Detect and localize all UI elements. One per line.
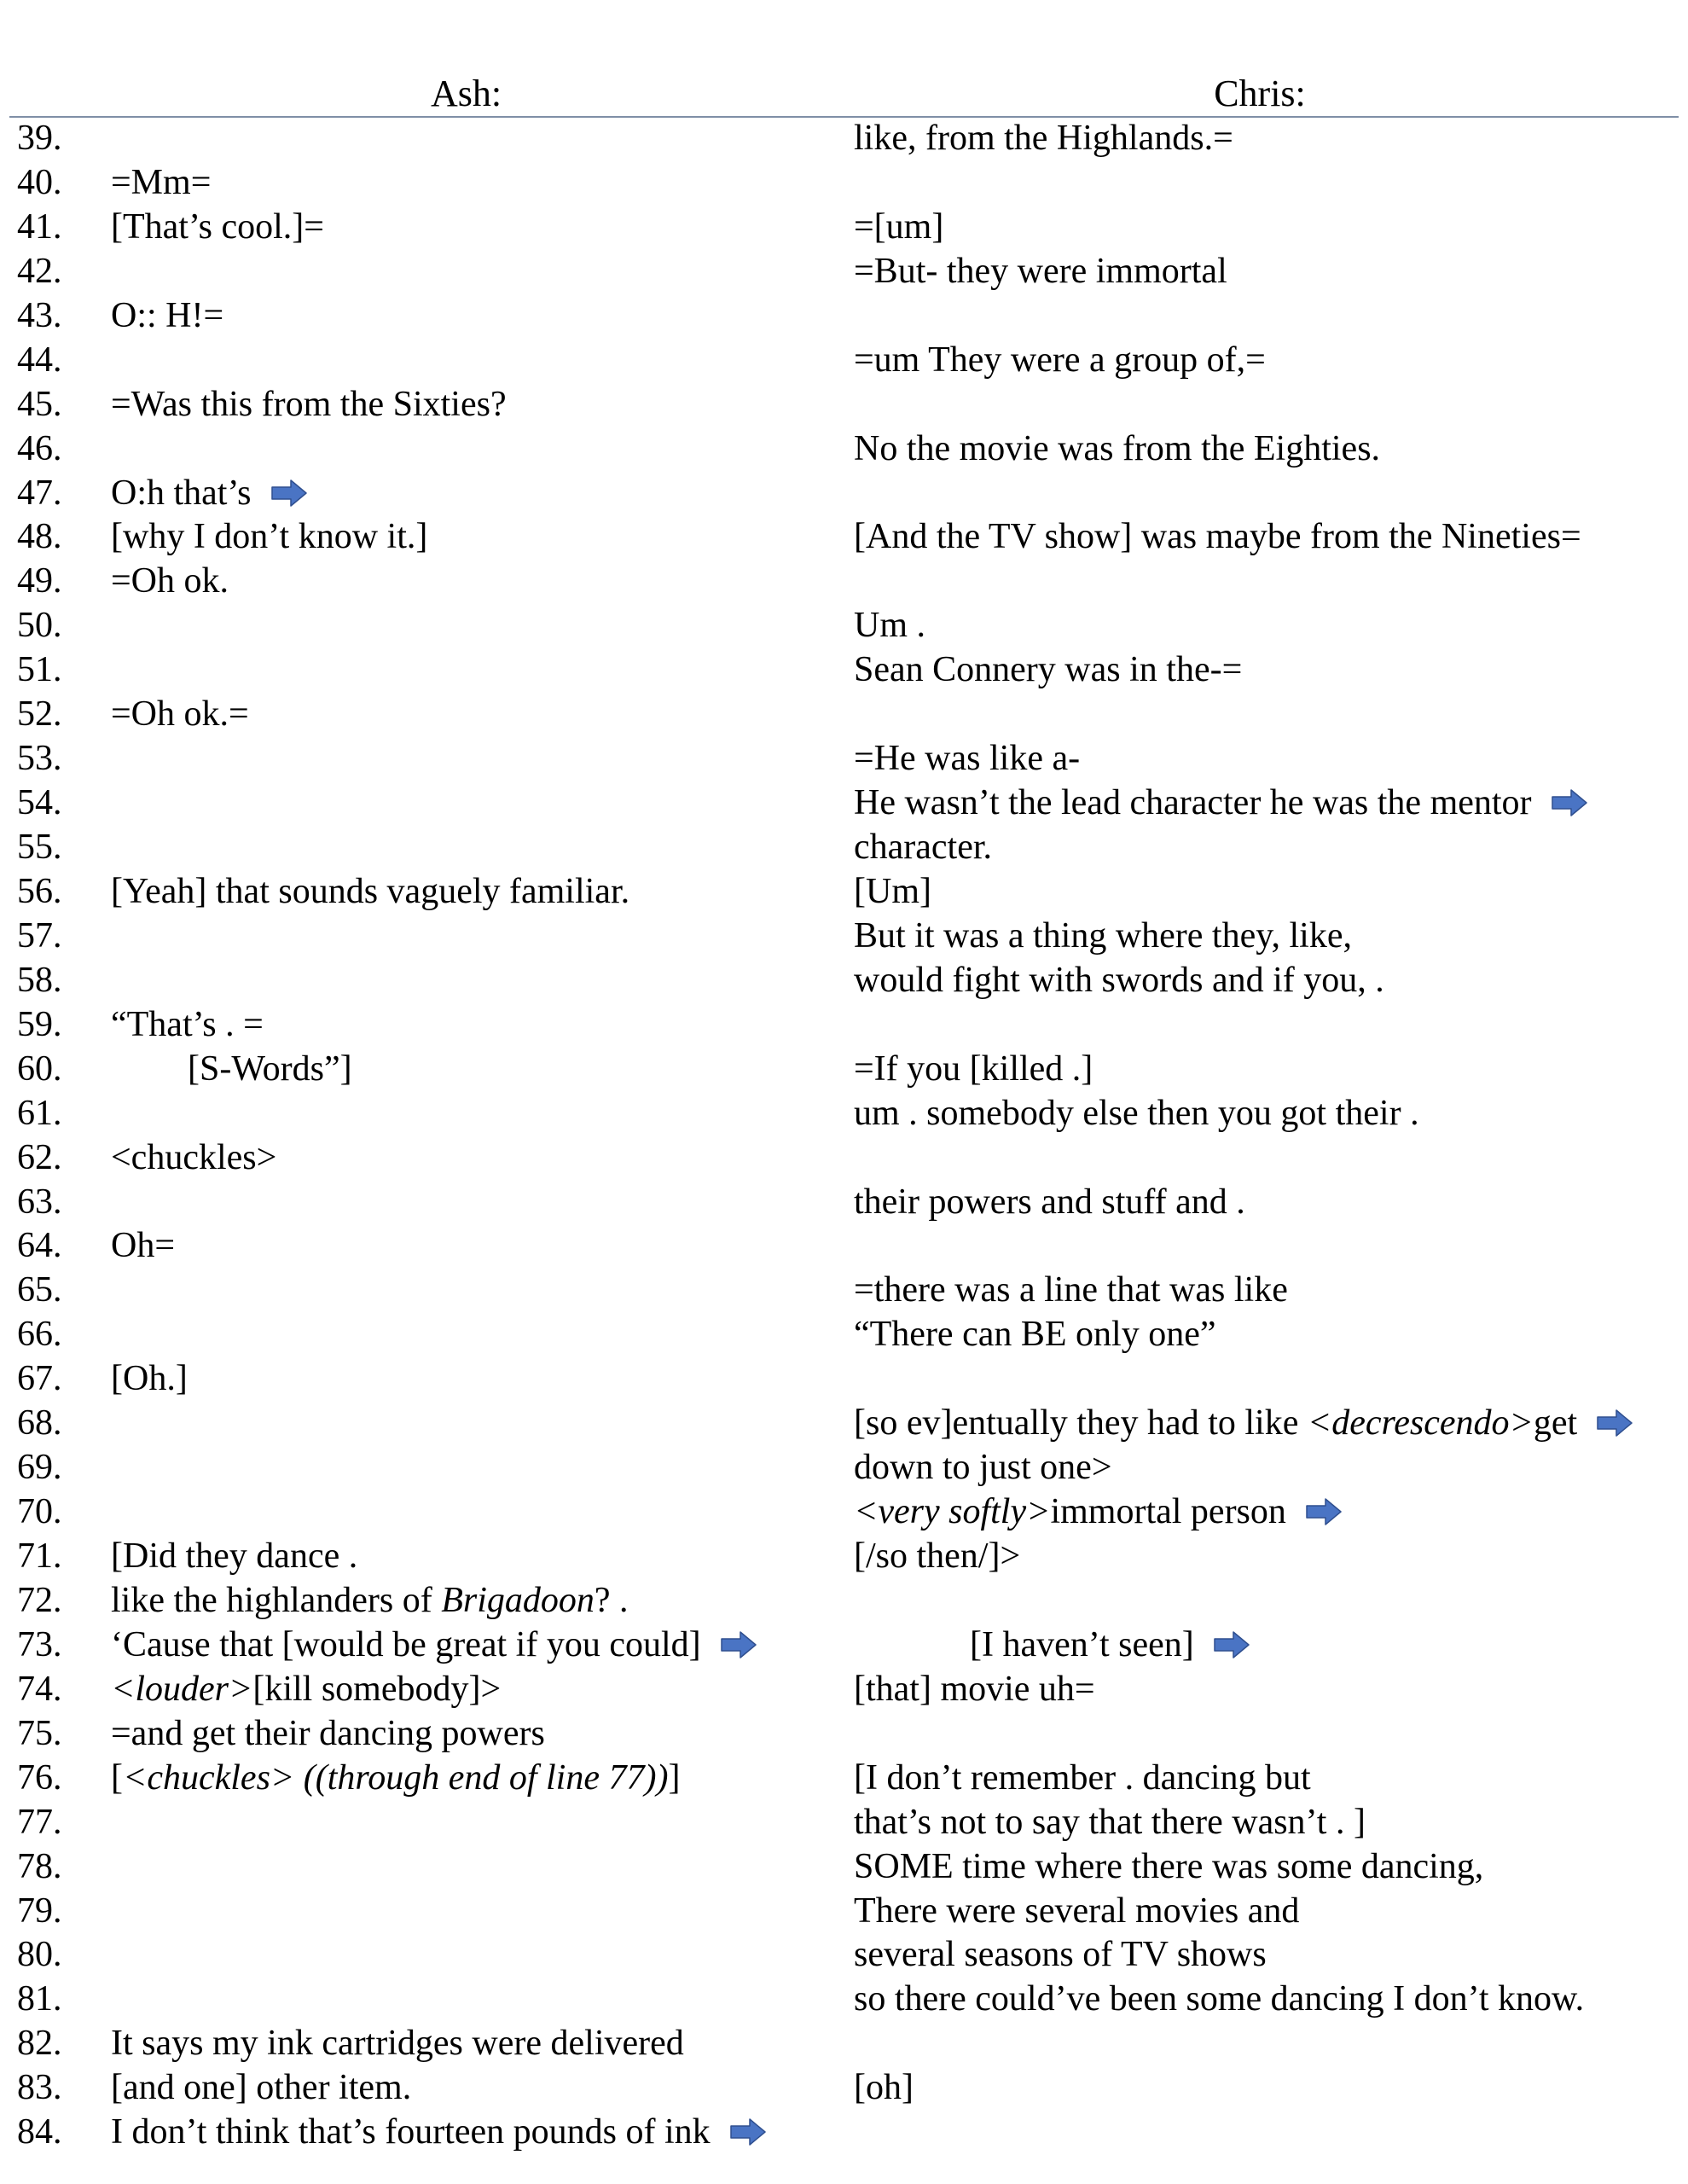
chris-text: =there was a line that was like [854,1270,1288,1310]
line-number: 81. [17,1979,62,2019]
ash-utterance [111,1002,264,1047]
line-number: 78. [17,1846,62,1886]
line-number: 40. [17,162,62,202]
transcript-row [0,1844,1688,1889]
transcript-row [0,825,1688,869]
ash-utterance [111,559,229,603]
chris-text: down to just one> [854,1448,1112,1488]
chris-text: He wasn’t the lead character he was the mentor [854,783,1532,823]
ash-text: [why I don’t know it.] [111,517,428,557]
ash-utterance [188,1047,352,1091]
chris-text: =But- they were immortal [854,251,1227,291]
chris-utterance [854,2065,914,2110]
right-arrow-icon [1551,788,1588,817]
chris-text: character. [854,828,993,867]
chris-text: =[um] [854,206,944,247]
transcript-row [0,736,1688,781]
line-number: 48. [17,517,62,557]
ash-utterance [111,869,629,914]
right-arrow-icon [1596,1409,1633,1438]
ash-text: [ [111,1757,123,1798]
chris-utterance [854,1932,1267,1977]
ash-utterance [111,1623,757,1667]
transcript-row [0,2110,1688,2154]
chris-utterance [854,1490,1343,1534]
line-number: 51. [17,650,62,690]
chris-utterance [854,116,1233,160]
chris-utterance [854,1180,1245,1224]
line-number: 83. [17,2068,62,2108]
line-number: 56. [17,871,62,911]
ash-text: Oh= [111,1226,176,1266]
chris-text: um . somebody else then you got their . [854,1093,1419,1133]
chris-text: =He was like a- [854,739,1081,779]
chris-utterance [854,1667,1095,1711]
chris-utterance [854,603,925,648]
ash-text: “That’s . = [111,1004,264,1044]
transcript-row [0,471,1688,515]
line-number: 69. [17,1448,62,1488]
ash-text: O:h that’s [111,473,252,513]
transcript-row [0,1889,1688,1933]
transcript-row [0,1623,1688,1667]
transcript-row [0,1223,1688,1268]
line-number: 53. [17,739,62,779]
transcript-row [0,514,1688,559]
ash-utterance [111,1756,680,1800]
chris-text: [that] movie uh= [854,1669,1095,1709]
line-number: 52. [17,694,62,735]
transcript-row [0,648,1688,692]
chris-text: like, from the Highlands.= [854,119,1233,158]
chris-utterance [854,1534,1020,1578]
ash-italic-text: <chuckles> ((through end of line 77)) [123,1757,669,1798]
transcript-row [0,1091,1688,1136]
line-number: 65. [17,1270,62,1310]
chris-text: =If you [killed .] [854,1048,1093,1089]
transcript-lines [0,116,1688,2154]
ash-text: =Oh ok.= [111,694,249,735]
chris-utterance [854,427,1380,471]
transcript-row [0,1445,1688,1490]
chris-text: would fight with swords and if you, . [854,960,1384,1000]
chris-text: But it was a thing where they, like, [854,915,1352,956]
ash-utterance [111,382,507,427]
transcript-row [0,1312,1688,1356]
transcript-row [0,1002,1688,1047]
line-number: 70. [17,1492,62,1532]
chris-text: that’s not to say that there wasn’t . ] [854,1802,1366,1842]
transcript-row [0,382,1688,427]
line-number: 63. [17,1182,62,1222]
ash-utterance [111,205,324,249]
ash-italic-text: Brigadoon [441,1580,595,1620]
line-number: 45. [17,384,62,424]
speaker-header-chris: Chris: [1214,73,1306,114]
transcript-row [0,1534,1688,1578]
transcript-row [0,2021,1688,2065]
transcript-row [0,1756,1688,1800]
ash-text: [That’s cool.]= [111,206,324,247]
ash-utterance [111,1356,188,1401]
ash-text-cont: ] [668,1757,681,1798]
transcript-row [0,1268,1688,1312]
right-arrow-icon [720,1630,757,1659]
chris-utterance [854,1091,1419,1136]
ash-text: =Mm= [111,162,212,202]
ash-text-cont: [kill somebody]> [252,1669,502,1709]
line-number: 59. [17,1004,62,1044]
line-number: 76. [17,1757,62,1798]
chris-text: Sean Connery was in the-= [854,650,1243,690]
ash-utterance [111,1136,276,1180]
chris-utterance [854,1312,1215,1356]
chris-utterance [854,1800,1366,1844]
chris-utterance [854,648,1242,692]
transcript-row [0,338,1688,382]
chris-utterance [854,869,931,914]
chris-utterance [854,1844,1483,1889]
ash-text: [and one] other item. [111,2068,412,2108]
ash-text: O:: H!= [111,295,224,335]
transcript-row [0,249,1688,293]
line-number: 61. [17,1093,62,1133]
ash-utterance [111,471,308,515]
chris-text: “There can BE only one” [854,1315,1216,1355]
transcript-row [0,160,1688,205]
line-number: 75. [17,1713,62,1753]
line-number: 67. [17,1359,62,1399]
transcript-row [0,1711,1688,1756]
line-number: 62. [17,1137,62,1177]
chris-utterance [854,1756,1311,1800]
ash-utterance [111,160,211,205]
transcript-row [0,1667,1688,1711]
transcript-row [0,559,1688,603]
line-number: 73. [17,1624,62,1664]
right-arrow-icon [270,479,308,508]
chris-text: No the movie was from the Eighties. [854,428,1381,468]
chris-italic-text: <decrescendo> [1307,1403,1534,1443]
transcript-row [0,1932,1688,1977]
ash-text: I don’t think that’s fourteen pounds of ink [111,2112,711,2152]
transcript-row [0,116,1688,160]
line-number: 58. [17,960,62,1000]
transcript-row [0,1800,1688,1844]
right-arrow-icon [729,2117,767,2146]
transcript-row [0,1136,1688,1180]
chris-text: [oh] [854,2068,914,2108]
chris-text: There were several movies and [854,1891,1300,1931]
chris-utterance [854,514,1581,559]
line-number: 47. [17,473,62,513]
transcript-row [0,1356,1688,1401]
chris-text: [Um] [854,871,931,911]
chris-utterance [854,825,992,869]
line-number: 41. [17,206,62,247]
right-arrow-icon [1305,1497,1343,1526]
chris-text-cont: immortal person [1050,1492,1286,1532]
ash-text: [Yeah] that sounds vaguely familiar. [111,871,630,911]
ash-utterance [111,692,249,736]
transcript-row [0,293,1688,338]
chris-utterance [854,338,1266,382]
transcript-row [0,692,1688,736]
chris-utterance [854,205,943,249]
ash-utterance [111,1223,175,1268]
chris-utterance [854,736,1080,781]
ash-text: <chuckles> [111,1137,277,1177]
chris-utterance [854,1401,1633,1445]
chris-text: [/so then/]> [854,1536,1021,1576]
chris-text-cont: get [1533,1403,1578,1443]
ash-text: It says my ink cartridges were delivered [111,2024,684,2064]
chris-utterance [970,1623,1250,1667]
line-number: 82. [17,2024,62,2064]
transcript-row [0,781,1688,825]
chris-text: their powers and stuff and . [854,1182,1245,1222]
ash-italic-text: <louder> [111,1669,253,1709]
line-number: 43. [17,295,62,335]
chris-utterance [854,781,1588,825]
ash-text-cont: ? . [594,1580,629,1620]
line-number: 49. [17,561,62,601]
ash-utterance [111,1534,357,1578]
chris-utterance [854,1268,1288,1312]
chris-text: [I don’t remember . dancing but [854,1757,1311,1798]
transcript-row [0,1180,1688,1224]
chris-text: so there could’ve been some dancing I don’t know. [854,1979,1585,2019]
ash-utterance [111,1667,501,1711]
transcript-row [0,603,1688,648]
line-number: 39. [17,119,62,158]
ash-utterance [111,1711,545,1756]
chris-text: Um . [854,606,925,646]
transcript-row [0,1977,1688,2021]
line-number: 57. [17,915,62,956]
ash-utterance [111,2110,767,2154]
chris-text: [And the TV show] was maybe from the Nineties= [854,517,1581,557]
chris-text: SOME time where there was some dancing, [854,1846,1484,1886]
chris-utterance [854,1445,1112,1490]
ash-text: =and get their dancing powers [111,1713,545,1753]
ash-text: ‘Cause that [would be great if you could] [111,1624,701,1664]
line-number: 71. [17,1536,62,1576]
line-number: 54. [17,783,62,823]
ash-utterance [111,293,223,338]
chris-utterance [854,249,1227,293]
ash-utterance [111,514,427,559]
line-number: 79. [17,1891,62,1931]
chris-utterance [854,1047,1093,1091]
chris-utterance [854,1977,1584,2021]
ash-utterance [111,2021,684,2065]
transcript-row [0,2065,1688,2110]
chris-utterance [854,914,1352,958]
chris-text: =um They were a group of,= [854,340,1266,380]
transcript-row [0,1490,1688,1534]
chris-text: [I haven’t seen] [970,1624,1194,1664]
line-number: 68. [17,1403,62,1443]
transcript-row [0,958,1688,1002]
line-number: 77. [17,1802,62,1842]
line-number: 60. [17,1048,62,1089]
transcript-row [0,1047,1688,1091]
ash-text: [Did they dance . [111,1536,358,1576]
line-number: 46. [17,428,62,468]
line-number: 55. [17,828,62,867]
ash-text: =Was this from the Sixties? [111,384,507,424]
chris-utterance [854,1889,1299,1933]
ash-text: =Oh ok. [111,561,229,601]
transcript-row [0,1578,1688,1623]
ash-text: like the highlanders of [111,1580,442,1620]
ash-utterance [111,2065,411,2110]
line-number: 50. [17,606,62,646]
line-number: 64. [17,1226,62,1266]
ash-utterance [111,1578,629,1623]
ash-text: [S-Words”] [188,1048,352,1089]
chris-utterance [854,958,1384,1002]
line-number: 72. [17,1580,62,1620]
ash-text: [Oh.] [111,1359,188,1399]
speaker-header-ash: Ash: [430,73,502,114]
right-arrow-icon [1213,1630,1250,1659]
line-number: 80. [17,1935,62,1975]
transcript-row [0,914,1688,958]
transcript-row [0,1401,1688,1445]
line-number: 74. [17,1669,62,1709]
line-number: 44. [17,340,62,380]
transcript-row [0,427,1688,471]
transcript-row [0,205,1688,249]
chris-italic-text: <very softly> [854,1492,1051,1532]
transcript-row [0,869,1688,914]
line-number: 84. [17,2112,62,2152]
chris-text: several seasons of TV shows [854,1935,1267,1975]
line-number: 42. [17,251,62,291]
chris-text: [so ev]entually they had to like [854,1403,1308,1443]
line-number: 66. [17,1315,62,1355]
